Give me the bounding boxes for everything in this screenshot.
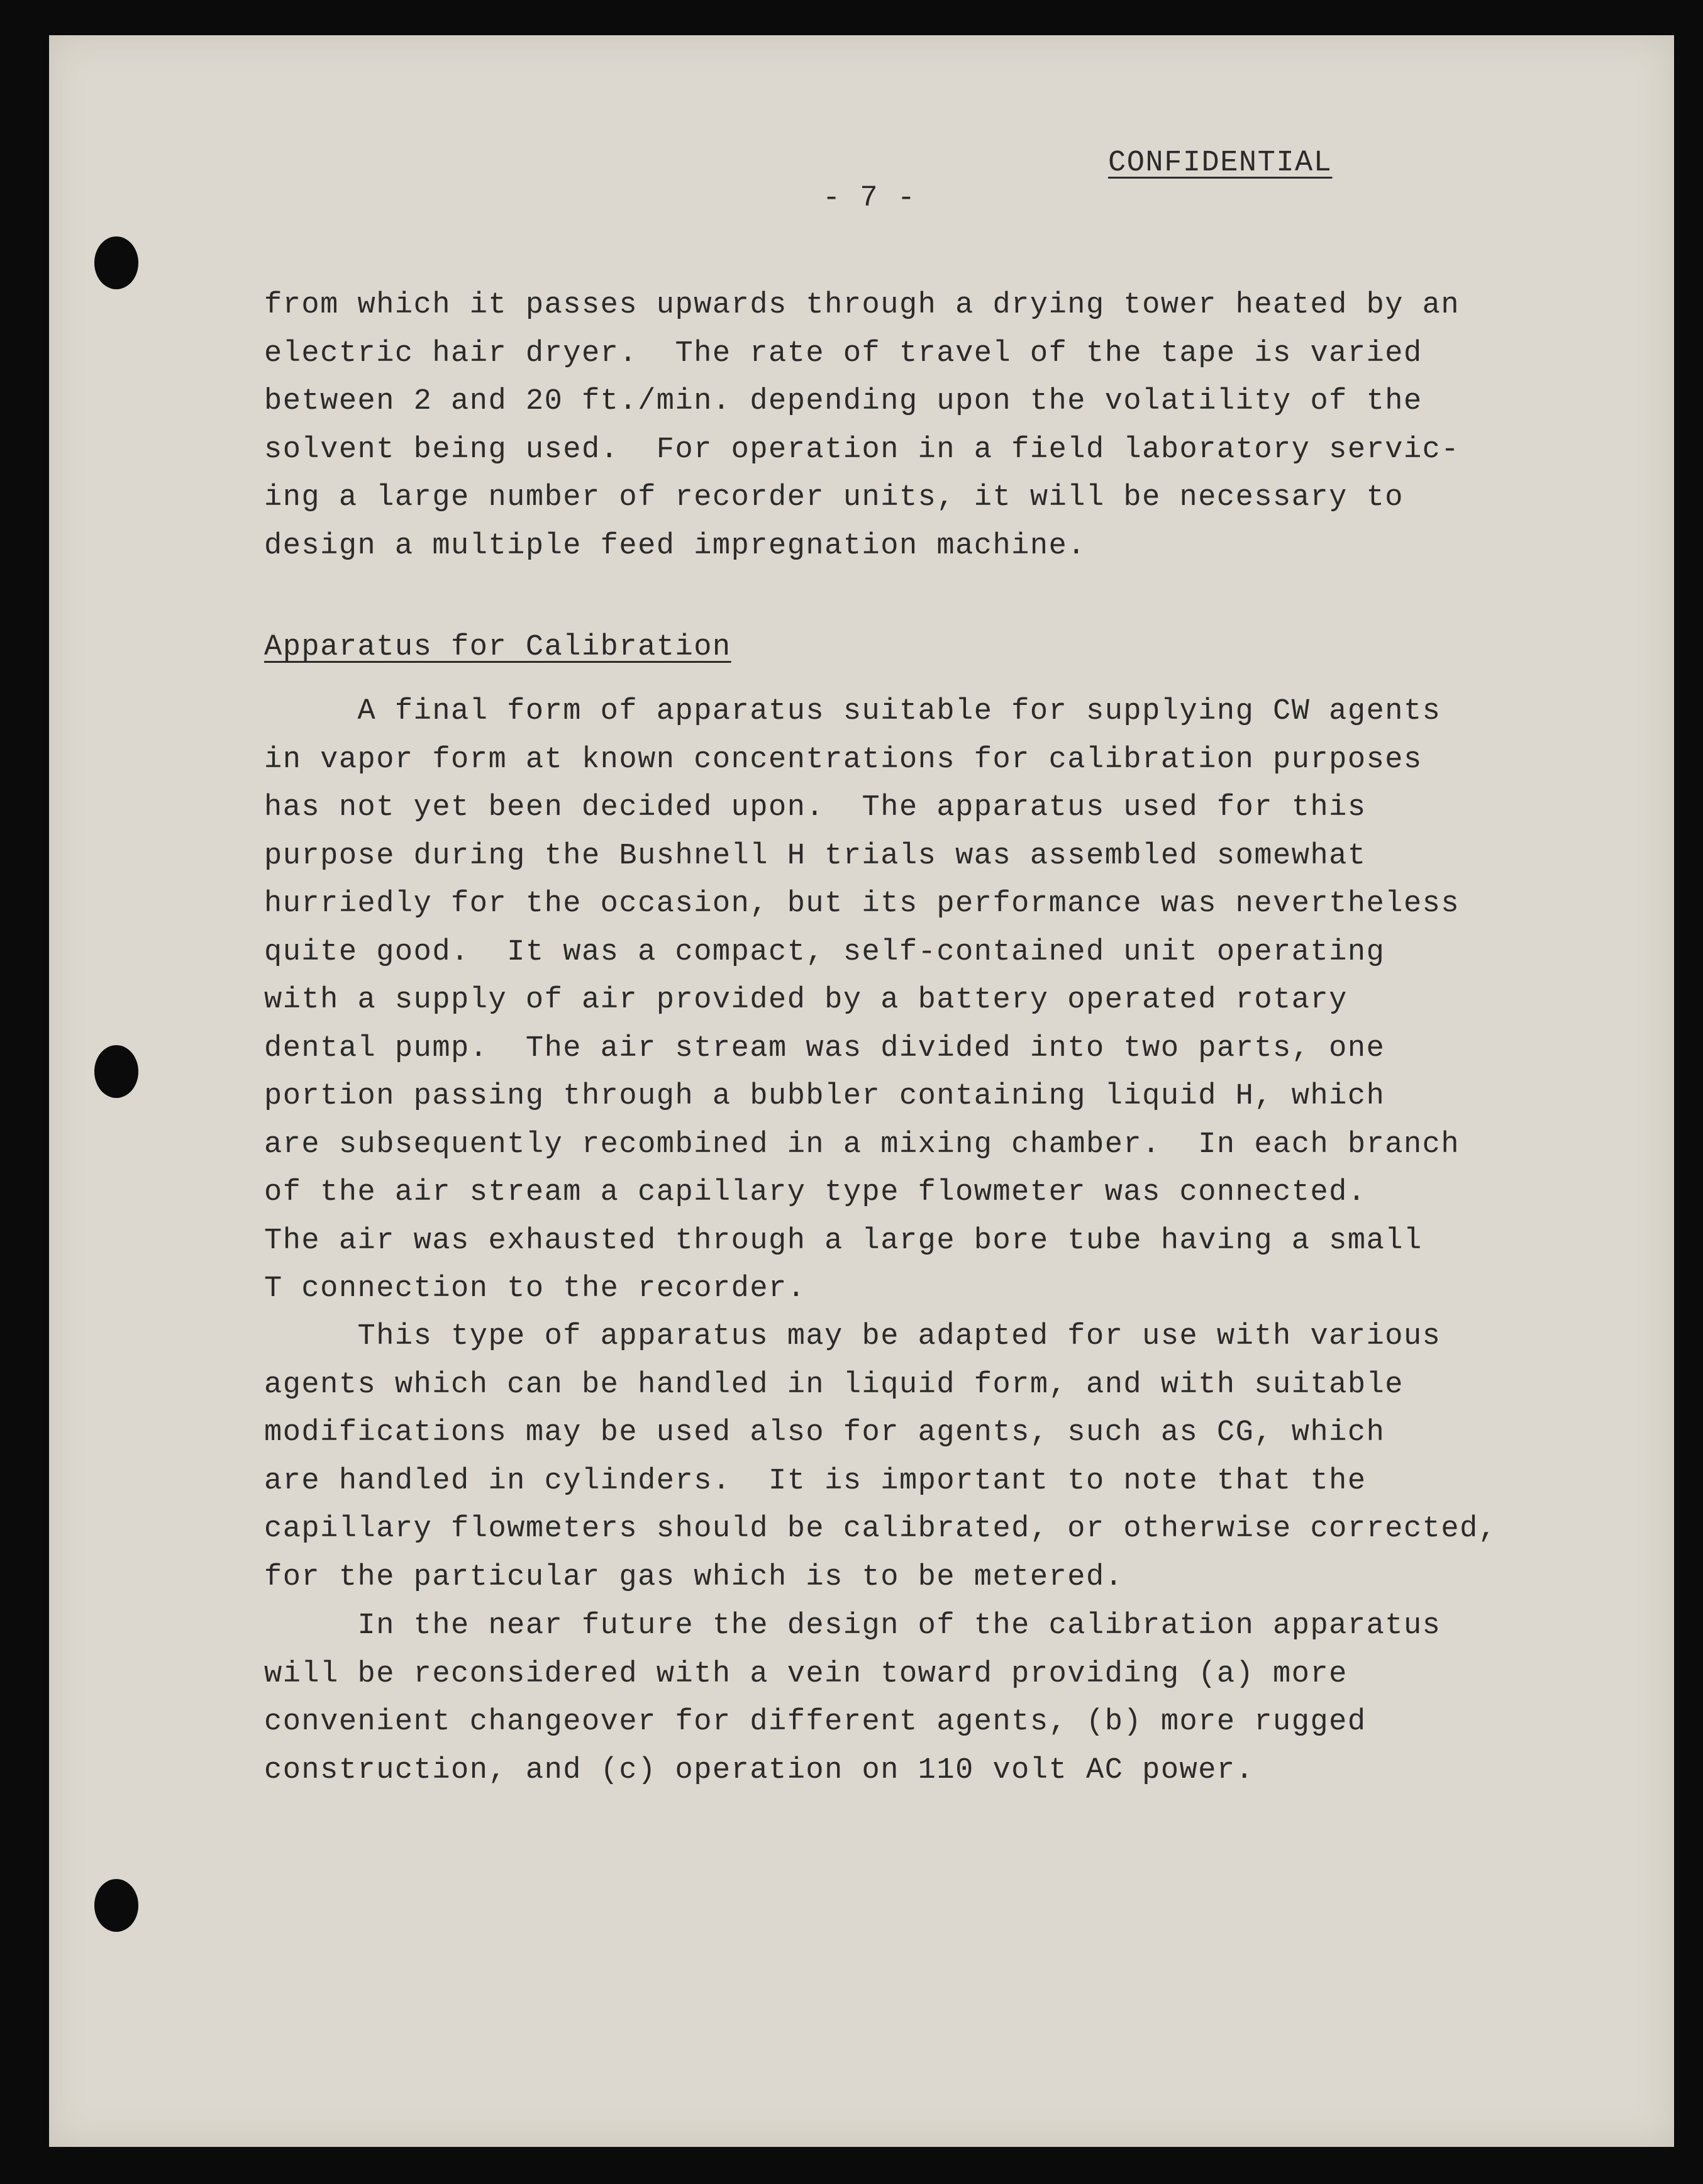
text-line: A final form of apparatus suitable for supplying CW agents xyxy=(264,695,1441,728)
text-line: purpose during the Bushnell H trials was assembled somewhat xyxy=(264,839,1367,873)
text-line: In the near future the design of the calibration apparatus xyxy=(264,1609,1441,1643)
text-line: solvent being used. For operation in a field laboratory servic- xyxy=(264,433,1460,467)
page-number: - 7 - xyxy=(823,182,916,215)
text-line: This type of apparatus may be adapted for use with various xyxy=(264,1320,1441,1353)
text-line: ing a large number of recorder units, it will be necessary to xyxy=(264,481,1404,514)
binder-hole-middle xyxy=(94,1045,138,1098)
text-line: portion passing through a bubbler containing liquid H, which xyxy=(264,1080,1385,1113)
text-line: quite good. It was a compact, self-contained unit operating xyxy=(264,935,1385,969)
text-line: dental pump. The air stream was divided into two parts, one xyxy=(264,1031,1385,1065)
text-line: construction, and (c) operation on 110 volt AC power. xyxy=(264,1753,1255,1787)
text-line: convenient changeover for different agents, (b) more rugged xyxy=(264,1705,1367,1739)
text-line: design a multiple feed impregnation machine. xyxy=(264,529,1087,563)
text-line: hurriedly for the occasion, but its performance was nevertheless xyxy=(264,887,1460,921)
text-line: for the particular gas which is to be metered. xyxy=(264,1560,1124,1594)
text-line: from which it passes upwards through a drying tower heated by an xyxy=(264,289,1460,322)
text-line: agents which can be handled in liquid form, and with suitable xyxy=(264,1368,1404,1402)
text-line: T connection to the recorder. xyxy=(264,1272,806,1305)
text-line: in vapor form at known concentrations for calibration purposes xyxy=(264,743,1423,777)
text-line: with a supply of air provided by a battery operated rotary xyxy=(264,984,1348,1017)
classification-marking: CONFIDENTIAL xyxy=(1108,147,1333,180)
paragraph-drying-tower xyxy=(264,282,1460,570)
text-line: modifications may be used also for agents, such as CG, which xyxy=(264,1416,1385,1450)
text-line: are subsequently recombined in a mixing chamber. In each branch xyxy=(264,1128,1460,1161)
text-line: has not yet been decided upon. The apparatus used for this xyxy=(264,791,1367,824)
binder-hole-top xyxy=(94,236,138,289)
paragraph-future-design xyxy=(264,1602,1441,1795)
text-line: capillary flowmeters should be calibrated, or otherwise corrected, xyxy=(264,1512,1497,1546)
text-line: The air was exhausted through a large bore tube having a small xyxy=(264,1224,1423,1258)
paragraph-calibration-apparatus xyxy=(264,688,1460,1314)
binder-hole-bottom xyxy=(94,1879,138,1932)
text-line: are handled in cylinders. It is important to note that the xyxy=(264,1464,1367,1498)
text-line: will be reconsidered with a vein toward providing (a) more xyxy=(264,1657,1348,1691)
section-heading: Apparatus for Calibration xyxy=(264,631,731,664)
text-line: electric hair dryer. The rate of travel of the tape is varied xyxy=(264,336,1423,370)
text-line: of the air stream a capillary type flowmeter was connected. xyxy=(264,1176,1367,1209)
paragraph-adaptation xyxy=(264,1313,1497,1602)
text-line: between 2 and 20 ft./min. depending upon the volatility of the xyxy=(264,385,1423,418)
